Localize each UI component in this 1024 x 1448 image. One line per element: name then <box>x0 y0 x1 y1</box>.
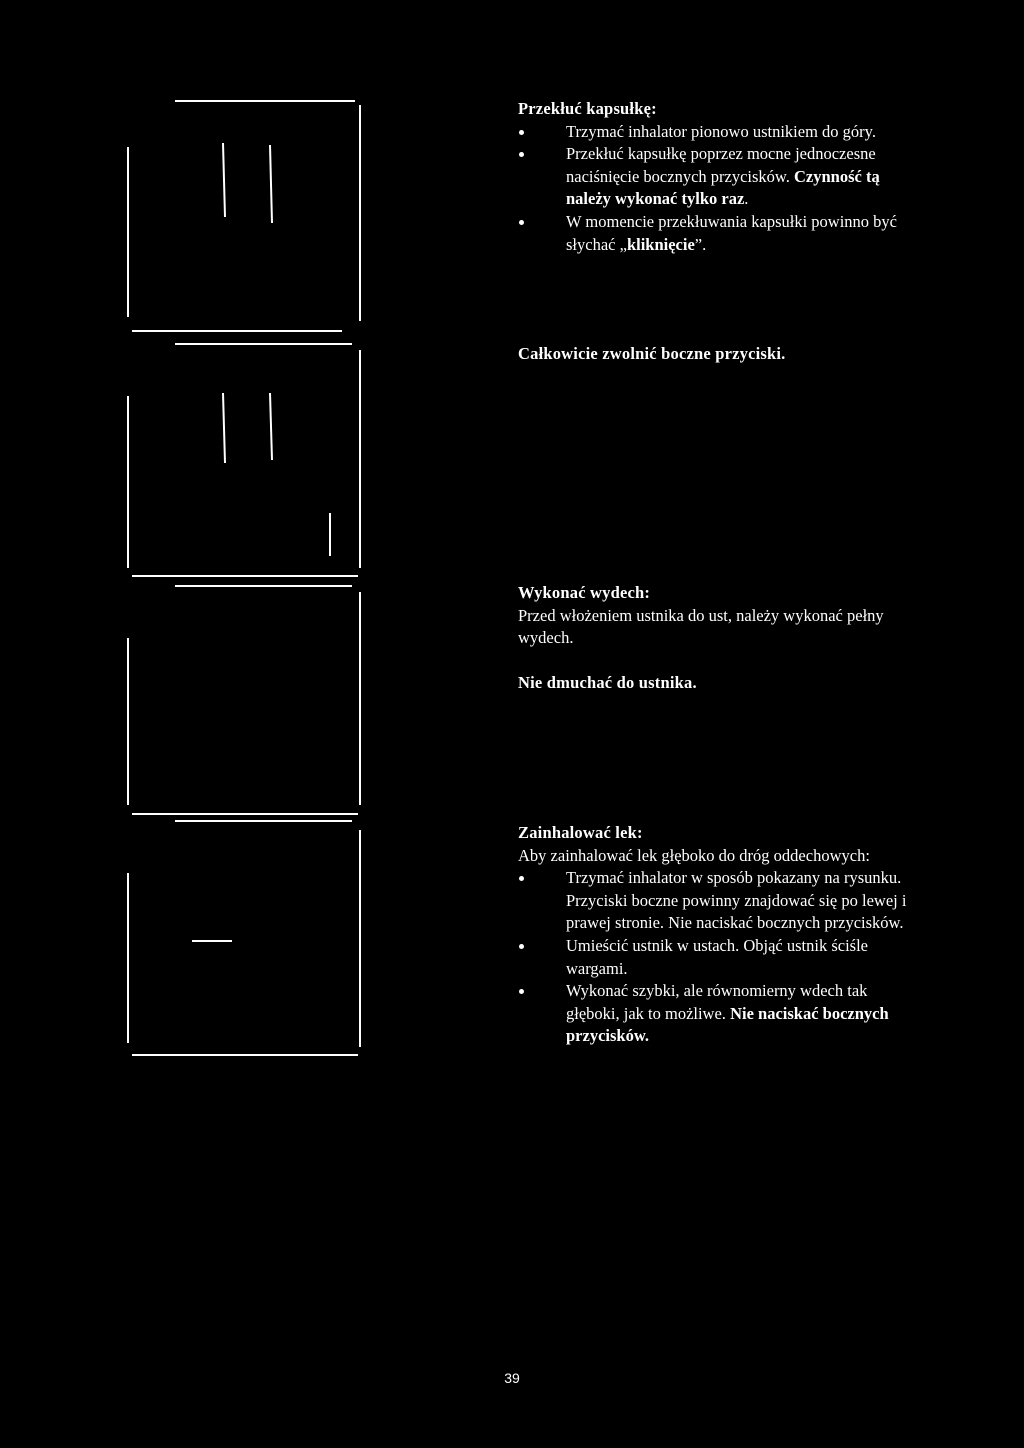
list-item <box>518 867 918 935</box>
illustration-pierce-capsule <box>120 95 370 335</box>
step-exhale-body: Przed włożeniem ustnika do ust, należy wykonać pełny wydech. <box>518 605 884 648</box>
list-item-text: Przekłuć kapsułkę poprzez mocne jednoczesne naciśnięcie bocznych przycisków. <box>566 144 876 186</box>
list-item-text-end: ”. <box>694 234 707 254</box>
illustration-pierce-lines <box>120 95 370 335</box>
illustration-release-lines <box>120 338 370 583</box>
list-item-emphasis: Nie naciskać bocznych przycisków. <box>566 1003 889 1046</box>
step-release-text: Całkowicie zwolnić boczne przyciski. <box>518 344 786 363</box>
step-pierce-list <box>518 121 918 257</box>
list-item <box>518 935 918 980</box>
list-item-text-end: . <box>744 189 749 209</box>
list-item-emphasis: Czynność tą należy wykonać tylko raz <box>566 166 880 209</box>
illustration-inhale <box>120 815 370 1060</box>
illustration-exhale <box>120 580 370 820</box>
page-number: 39 <box>504 1370 520 1386</box>
step-exhale-heading: Wykonać wydech: <box>518 583 651 602</box>
list-item-text: Trzymać inhalator pionowo ustnikiem do góry. <box>566 121 876 141</box>
step-exhale-warning: Nie dmuchać do ustnika. <box>518 672 697 692</box>
step-inhale-intro: Aby zainhalować lek głęboko do dróg oddechowych: <box>518 845 870 865</box>
list-item <box>518 211 918 256</box>
list-item <box>518 980 918 1048</box>
list-item-text: Wykonać szybki, ale równomierny wdech tak głęboki, jak to możliwe. <box>566 981 868 1023</box>
list-item-emphasis: kliknięcie <box>626 234 695 254</box>
illustration-release-buttons <box>120 338 370 583</box>
list-item-text: Trzymać inhalator w sposób pokazany na rysunku. Przyciski boczne powinny znajdować się po lewej i prawej stronie. Nie naciskać bocznych przycisków. <box>566 868 907 933</box>
step-release-buttons <box>518 343 918 366</box>
list-item-text: Umieścić ustnik w ustach. Objąć ustnik ściśle wargami. <box>566 935 868 978</box>
step-pierce-heading: Przekłuć kapsułkę: <box>518 99 657 118</box>
step-pierce-capsule <box>518 98 918 256</box>
illustration-exhale-lines <box>120 580 370 820</box>
list-item <box>518 143 918 211</box>
list-item <box>518 121 918 144</box>
illustration-inhale-lines <box>120 815 370 1060</box>
step-inhale-list <box>518 867 918 1048</box>
list-item-text: W momencie przekłuwania kapsułki powinno być słychać „ <box>566 211 897 254</box>
step-exhale <box>518 582 918 694</box>
step-inhale <box>518 822 918 1048</box>
step-inhale-heading: Zainhalować lek: <box>518 823 643 842</box>
